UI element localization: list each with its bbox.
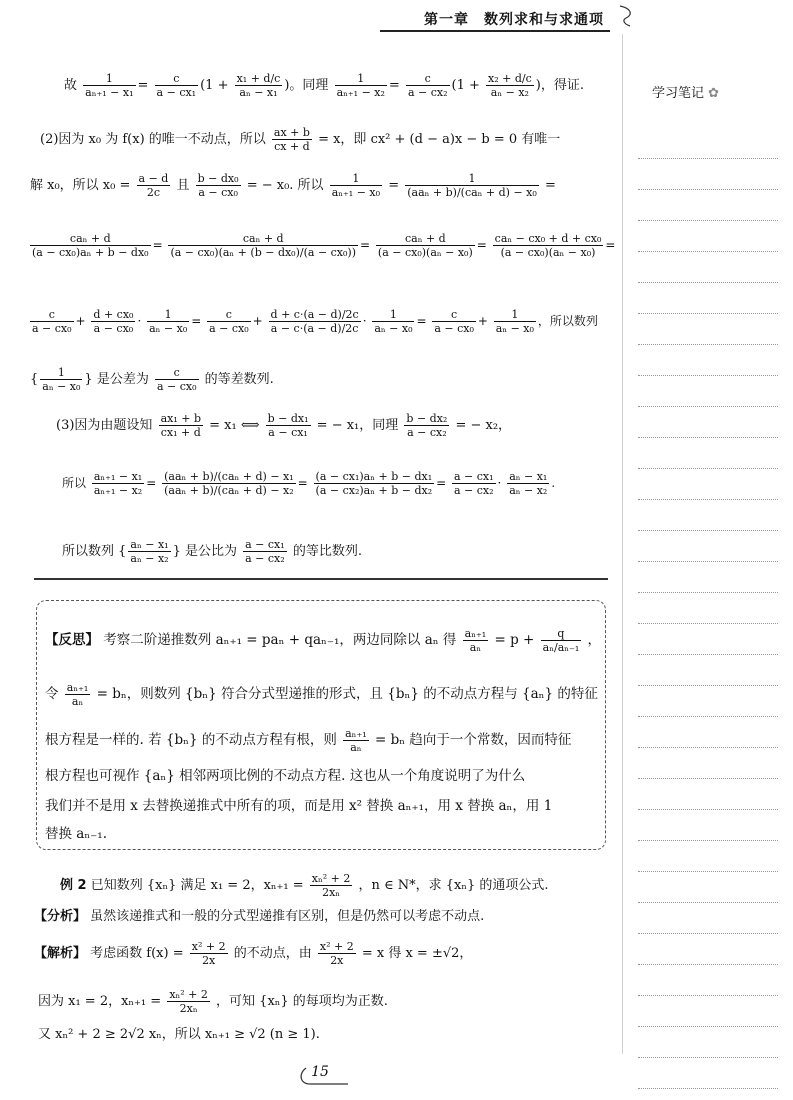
denominator: aₙ − x₂ [490, 86, 529, 99]
fraction [406, 72, 450, 99]
fraction [159, 412, 203, 439]
reflection-line: 根方程是一样的. 若 {bₙ} 的不动点方程有根，则 $\frac{\text{aₙ₊₁}}{\text{aₙ}}$ = bₙ 趋向于一个常数，因而特征 [45, 727, 572, 754]
fraction [507, 470, 549, 497]
denominator: a − cx₀ [198, 186, 238, 199]
numerator: x² + 2 [191, 940, 226, 953]
numerator: xₙ² + 2 [169, 988, 208, 1001]
denominator: aₙ₊₁ − x₁ [85, 86, 134, 99]
numerator: (aaₙ + b)/(caₙ + d) − x₁ [164, 470, 294, 483]
reflection-tag: 【反思】 [45, 632, 99, 648]
numerator: x₂ + d/c [488, 72, 532, 85]
denominator: aₙ₊₁ − x₀ [331, 186, 381, 199]
fraction [463, 627, 489, 654]
numerator: 1 [335, 72, 387, 86]
denominator: (a − cx₂)aₙ + b − dx₂ [315, 484, 433, 497]
analysis-tag: 【分析】 [34, 909, 87, 924]
fraction [432, 308, 476, 335]
equation-line: caₙ + d (a − cx₀)aₙ + b − dx₀ = caₙ + d (a − cx₀)(aₙ + (b − dx₀)/(a − cx₀)) = caₙ + d (a − cx₀)(aₙ − x₀) = caₙ − cx₀ + d + cx₀ (a − cx₀)(aₙ − x₀) = [32, 232, 616, 259]
example-statement: 例 2 已知数列 {xₙ} 满足 x₁ = 2，xₙ₊₁ = $\frac{\text{xₙ² + 2}}{\text{2xₙ}}$ ，n ∈ N*，求 {xₙ} 的通项公式. [60, 872, 549, 899]
denominator: a − cx₀ [93, 322, 134, 335]
numerator: caₙ + d [30, 232, 151, 246]
numerator: a − d [138, 172, 169, 185]
denominator: a − cx₀ [434, 322, 474, 335]
numerator: aₙ₊₁ [66, 681, 89, 694]
denominator: cx + d [274, 140, 310, 153]
denominator: (a − cx₀)aₙ + b − dx₀ [32, 246, 149, 259]
numerator: ax + b [273, 126, 310, 139]
fraction [486, 72, 534, 99]
paragraph-line: { $\frac{1}{\text{aₙ − x₀}}$ } 是公差为 $\frac{c}{\text{a − cx₀}}$ 的等差数列. [30, 366, 274, 393]
fraction [269, 308, 361, 335]
numerator: q [541, 627, 582, 641]
numerator: c [155, 72, 199, 86]
numerator: 1 [494, 308, 536, 322]
equation-line: 故 $\frac{1}{\text{aₙ₊₁ − x₁}}$ = $\frac{c}{\text{a − cx₁}}$ (1 + $\frac{\text{x₁ + d/c}}{\text{aₙ − x₁}}$ )。同理 $\frac{1}{\text{aₙ₊₁ − x₂}}$ = $\frac{c}{\text{a − cx₂}}$ (1 + $\frac{\text{x₂ + d/c}}{\text{aₙ − x₂}}$ )，得证. [64, 72, 584, 99]
numerator: aₙ₊₁ [345, 727, 367, 740]
numerator: a − cx₁ [454, 470, 494, 483]
fraction [405, 172, 539, 199]
chapter-title: 第一章 数列求和与求通项 [424, 12, 604, 28]
denominator: a − cx₀ [209, 322, 249, 335]
fraction [162, 470, 296, 497]
denominator: 2xₙ [322, 886, 341, 899]
numerator: 1 [83, 72, 135, 86]
paragraph-line: (3)因为由题设知 $\frac{\text{ax₁ + b}}{\text{cx₁ + d}}$ = x₁ ⟺ $\frac{\text{b − dx₁}}{\text{a − cx₁}}$ = − x₁，同理 $\frac{\text{b − dx₂}}{\text{a − cx₂}}$ = − x₂， [56, 412, 512, 439]
fraction [335, 72, 387, 99]
denominator: cx₁ + d [160, 426, 201, 439]
denominator: (aaₙ + b)/(caₙ + d) − x₂ [164, 484, 294, 497]
denominator: a − cx₂ [454, 484, 494, 497]
numerator: xₙ² + 2 [311, 872, 351, 885]
fraction [235, 72, 283, 99]
flower-icon: ✿ [708, 86, 720, 101]
analysis-line: 【分析】 虽然该递推式和一般的分式型递推有区别，但是仍然可以考虑不动点. [34, 909, 485, 924]
numerator: caₙ + d [168, 232, 358, 246]
denominator: 2xₙ [179, 1002, 198, 1015]
numerator: b − dx₁ [267, 412, 309, 425]
fraction [147, 308, 189, 335]
fraction [310, 872, 353, 899]
numerator: 1 [147, 308, 189, 322]
paragraph-line: (2)因为 x₀ 为 f(x) 的唯一不动点，所以 $\frac{ax + b}{cx + d}$ = x，即 cx² + (d − a)x − b = 0 有唯一 [40, 126, 561, 153]
denominator: a − cx₀ [32, 322, 72, 335]
numerator: d + c·(a − d)/2c [270, 308, 359, 321]
example-number: 例 2 [60, 878, 87, 893]
study-notes-sidebar [630, 40, 790, 101]
numerator: a − cx₁ [245, 538, 285, 551]
reflection-line: 令 $\frac{\text{aₙ₊₁}}{\text{aₙ}}$ = bₙ，则数列 {bₙ} 符合分式型递推的形式，且 {bₙ} 的不动点方程与 {aₙ} 的特征 [45, 681, 598, 708]
equation-line: $\frac{c}{\text{a − cx₀}}$ + $\frac{\text{d + cx₀}}{\text{a − cx₀}}$ · $\frac{1}{\text{aₙ − x₀}}$ = $\frac{c}{\text{a − cx₀}}$ + $\frac{d + c\cdot(a - d)/2c}{a - c\cdot(a - d)/2c}$ · $\frac{1}{\text{aₙ − x₀}}$ = $\frac{c}{\text{a − cx₀}}$ + $\frac{1}{\text{aₙ − x₀}}$ ，所以数列 [32, 308, 598, 335]
numerator: c [207, 308, 251, 322]
fraction [91, 308, 135, 335]
fraction [272, 126, 312, 153]
numerator: 1 [372, 308, 414, 322]
numerator: c [155, 366, 199, 380]
denominator: aₙ [469, 641, 482, 654]
equation-line: 所以 $\frac{\text{aₙ₊₁ − x₁}}{\text{aₙ₊₁ − x₂}}$ = (aaₙ + b)/(caₙ + d) − x₁ (aaₙ + b)/(caₙ + d) − x₂ = $\frac{\text{(a − cx₁)aₙ + b − dx₁}}{\text{(a − cx₂)aₙ + b − dx₂}}$ = $\frac{\text{a − cx₁}}{\text{a − cx₂}}$ · $\frac{\text{aₙ − x₁}}{\text{aₙ − x₂}}$ . [62, 470, 556, 497]
fraction [452, 470, 496, 497]
fraction [137, 172, 171, 199]
denominator: aₙ/aₙ₋₁ [542, 641, 580, 654]
numerator: caₙ − cx₀ + d + cx₀ [494, 232, 602, 245]
reflection-box [36, 600, 606, 850]
solution-line: 又 xₙ² + 2 ≥ 2√2 xₙ，所以 xₙ₊₁ ≥ √2 (n ≥ 1). [38, 1027, 320, 1042]
denominator: a − cx₂ [407, 426, 447, 439]
notes-ruled-lines [638, 128, 778, 1100]
fraction [196, 172, 241, 199]
section-divider [34, 578, 608, 580]
fraction [404, 412, 449, 439]
fraction [128, 538, 170, 565]
denominator: a − cx₀ [156, 380, 197, 393]
denominator: 2x [202, 954, 216, 967]
numerator: c [30, 308, 74, 322]
fraction [494, 308, 536, 335]
numerator: aₙ − x₁ [130, 538, 169, 551]
numerator: aₙ₊₁ − x₁ [93, 470, 143, 483]
denominator: 2c [146, 186, 161, 199]
numerator: aₙ₊₁ [464, 627, 487, 640]
numerator: 1 [405, 172, 539, 186]
numerator: 1 [330, 172, 382, 186]
denominator: 2x [330, 954, 344, 967]
denominator: aₙ [71, 695, 84, 708]
denominator: (a − cx₀)(aₙ − x₀) [500, 246, 596, 259]
denominator: a − cx₂ [407, 86, 448, 99]
fraction [65, 681, 91, 708]
fraction [40, 366, 82, 393]
denominator: aₙ − x₀ [42, 380, 81, 393]
numerator: c [432, 308, 476, 322]
denominator: a − cx₁ [268, 426, 308, 439]
fraction [243, 538, 287, 565]
reflection-line: 我们并不是用 x 去替换递推式中所有的项，而是用 x² 替换 aₙ₊₁，用 x 替换 aₙ，用 1 [45, 798, 553, 814]
numerator: aₙ − x₁ [509, 470, 548, 483]
fraction [168, 232, 358, 259]
numerator: caₙ + d [376, 232, 475, 246]
denominator: (a − cx₀)(aₙ + (b − dx₀)/(a − cx₀)) [170, 246, 357, 259]
fraction [376, 232, 475, 259]
fraction [314, 470, 435, 497]
numerator: d + cx₀ [93, 308, 134, 321]
fraction [372, 308, 414, 335]
fraction [83, 72, 135, 99]
reflection-line: 【反思】 考察二阶递推数列 aₙ₊₁ = paₙ + qaₙ₋₁，两边同除以 aₙ 得 $\frac{\text{aₙ₊₁}}{\text{aₙ}}$ = p + $\frac{q}{\text{aₙ/aₙ₋₁}}$ ， [45, 627, 602, 654]
fraction [92, 470, 144, 497]
denominator: aₙ − x₀ [149, 322, 188, 335]
solution-line: 【解析】 考虑函数 f(x) = $\frac{\text{x² + 2}}{2x}$ 的不动点，由 $\frac{\text{x² + 2}}{2x}$ = x 得 x = ±√2， [34, 940, 473, 967]
notes-divider [622, 34, 623, 1054]
fraction [207, 308, 251, 335]
corner-swirl-icon [616, 4, 640, 28]
fraction [167, 988, 210, 1015]
numerator: b − dx₂ [406, 412, 448, 425]
denominator: (a − cx₀)(aₙ − x₀) [377, 246, 473, 259]
fraction [343, 727, 369, 754]
fraction [155, 72, 199, 99]
denominator: aₙ₊₁ − x₂ [336, 86, 385, 99]
denominator: (aaₙ + b)/(caₙ + d) − x₀ [407, 186, 537, 199]
fraction [330, 172, 382, 199]
paragraph-line: 所以数列 { $\frac{\text{aₙ − x₁}}{\text{aₙ − x₂}}$ } 是公比为 $\frac{\text{a − cx₁}}{\text{a − cx₂}}$ 的等比数列. [62, 538, 362, 565]
denominator: aₙ − x₂ [130, 552, 169, 565]
notes-title: 学习笔记 ✿ [652, 86, 720, 101]
denominator: aₙ − x₁ [239, 86, 278, 99]
denominator: aₙ₊₁ − x₂ [93, 484, 143, 497]
paragraph-line: 解 x₀，所以 x₀ = $\frac{a - d}{2c}$ 且 $\frac{\text{b − dx₀}}{\text{a − cx₀}}$ = − x₀. 所以 $\frac{1}{\text{aₙ₊₁ − x₀}}$ = 1 (aaₙ + b)/(caₙ + d) − x₀ = [30, 172, 556, 199]
fraction [493, 232, 604, 259]
fraction [318, 940, 356, 967]
page-number: 15 [311, 1064, 329, 1080]
denominator: a − cx₂ [245, 552, 285, 565]
denominator: aₙ − x₀ [495, 322, 534, 335]
fraction [30, 308, 74, 335]
numerator: x₁ + d/c [236, 72, 281, 85]
denominator: aₙ [350, 741, 362, 754]
fraction [190, 940, 228, 967]
denominator: aₙ − x₀ [374, 322, 413, 335]
solution-line: 因为 x₁ = 2，xₙ₊₁ = $\frac{\text{xₙ² + 2}}{\text{2xₙ}}$ ，可知 {xₙ} 的每项均为正数. [38, 988, 388, 1015]
reflection-line: 替换 aₙ₋₁. [45, 826, 108, 842]
solution-tag: 【解析】 [34, 946, 87, 961]
fraction [266, 412, 311, 439]
fraction [541, 627, 582, 654]
numerator: ax₁ + b [160, 412, 201, 425]
fraction [30, 232, 151, 259]
denominator: aₙ − x₂ [509, 484, 548, 497]
numerator: x² + 2 [319, 940, 354, 953]
reflection-line: 根方程也可视作 {aₙ} 相邻两项比例的不动点方程. 这也从一个角度说明了为什么 [45, 768, 526, 784]
numerator: c [406, 72, 450, 86]
numerator: b − dx₀ [197, 172, 239, 185]
numerator: 1 [40, 366, 82, 380]
numerator: (a − cx₁)aₙ + b − dx₁ [315, 470, 433, 483]
page-header [380, 6, 610, 32]
fraction [155, 366, 199, 393]
denominator: a − cx₁ [156, 86, 197, 99]
denominator: a − c·(a − d)/2c [270, 322, 359, 335]
